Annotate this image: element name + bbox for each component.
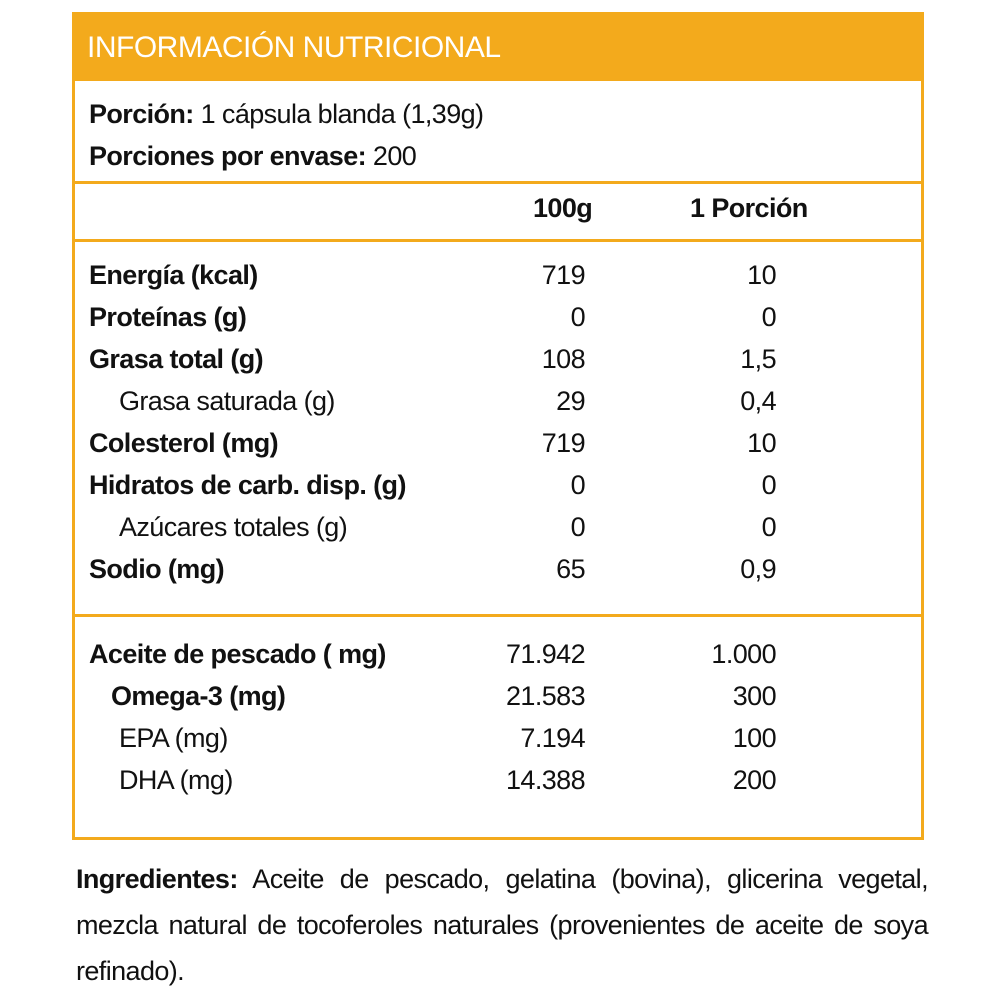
value-per-portion: 1.000 bbox=[711, 639, 776, 669]
serving-size-value: 1 cápsula blanda (1,39g) bbox=[193, 99, 484, 129]
nutrient-name: Azúcares totales (g) bbox=[119, 512, 348, 542]
table-row bbox=[75, 344, 921, 386]
nutrient-name: Sodio (mg) bbox=[89, 554, 224, 584]
value-per-portion: 0,9 bbox=[740, 554, 776, 584]
value-per-portion: 0,4 bbox=[740, 386, 776, 416]
value-per-100g: 71.942 bbox=[506, 639, 585, 669]
table-row bbox=[75, 765, 921, 807]
table-row bbox=[75, 639, 921, 681]
nutrition-panel bbox=[72, 12, 924, 840]
servings-per-container bbox=[89, 141, 416, 172]
value-per-portion: 100 bbox=[732, 723, 776, 753]
table-row bbox=[75, 512, 921, 554]
value-per-portion: 0 bbox=[761, 512, 776, 542]
nutrient-name: Energía (kcal) bbox=[89, 260, 258, 290]
nutrient-name: Proteínas (g) bbox=[89, 302, 247, 332]
value-per-portion: 10 bbox=[747, 428, 776, 458]
table-row bbox=[75, 428, 921, 470]
table-row bbox=[75, 386, 921, 428]
nutrient-name: Aceite de pescado ( mg) bbox=[89, 639, 386, 669]
value-per-100g: 719 bbox=[541, 428, 585, 458]
serving-size-label: Porción: bbox=[89, 99, 194, 129]
value-per-100g: 0 bbox=[570, 302, 585, 332]
nutrient-name: Omega-3 (mg) bbox=[111, 681, 286, 711]
nutrient-name: Colesterol (mg) bbox=[89, 428, 279, 458]
ingredients-value: Aceite de pescado, gelatina (bovina), glicerina vegetal, mezcla natural de tocoferoles naturales (provenientes de aceite de soya refinado). bbox=[76, 864, 928, 986]
nutrient-name: EPA (mg) bbox=[119, 723, 228, 753]
value-per-100g: 0 bbox=[570, 512, 585, 542]
divider bbox=[75, 181, 921, 184]
panel-title: INFORMACIÓN NUTRICIONAL bbox=[75, 15, 921, 81]
servings-per-container-value: 200 bbox=[366, 141, 417, 171]
value-per-100g: 29 bbox=[556, 386, 585, 416]
nutrient-name: Grasa saturada (g) bbox=[119, 386, 335, 416]
table-row bbox=[75, 681, 921, 723]
nutrient-name: Grasa total (g) bbox=[89, 344, 264, 374]
servings-per-container-label: Porciones por envase: bbox=[89, 141, 367, 171]
nutrient-name: DHA (mg) bbox=[119, 765, 233, 795]
table-row bbox=[75, 260, 921, 302]
ingredients-text bbox=[76, 856, 928, 994]
table-row bbox=[75, 723, 921, 765]
value-per-100g: 719 bbox=[541, 260, 585, 290]
value-per-portion: 0 bbox=[761, 470, 776, 500]
value-per-portion: 200 bbox=[732, 765, 776, 795]
value-per-100g: 21.583 bbox=[506, 681, 585, 711]
table-row bbox=[75, 554, 921, 596]
value-per-100g: 14.388 bbox=[506, 765, 585, 795]
divider bbox=[75, 614, 921, 617]
nutrient-name: Hidratos de carb. disp. (g) bbox=[89, 470, 406, 500]
ingredients-label: Ingredientes: bbox=[76, 864, 238, 894]
value-per-portion: 10 bbox=[747, 260, 776, 290]
value-per-portion: 300 bbox=[732, 681, 776, 711]
column-header-portion: 1 Porción bbox=[690, 193, 808, 223]
value-per-portion: 1,5 bbox=[740, 344, 776, 374]
value-per-100g: 108 bbox=[541, 344, 585, 374]
value-per-portion: 0 bbox=[761, 302, 776, 332]
serving-size bbox=[89, 99, 483, 130]
value-per-100g: 65 bbox=[556, 554, 585, 584]
table-row bbox=[75, 302, 921, 344]
table-row bbox=[75, 470, 921, 512]
divider bbox=[75, 239, 921, 242]
value-per-100g: 0 bbox=[570, 470, 585, 500]
value-per-100g: 7.194 bbox=[520, 723, 585, 753]
column-header-100g: 100g bbox=[533, 193, 593, 223]
